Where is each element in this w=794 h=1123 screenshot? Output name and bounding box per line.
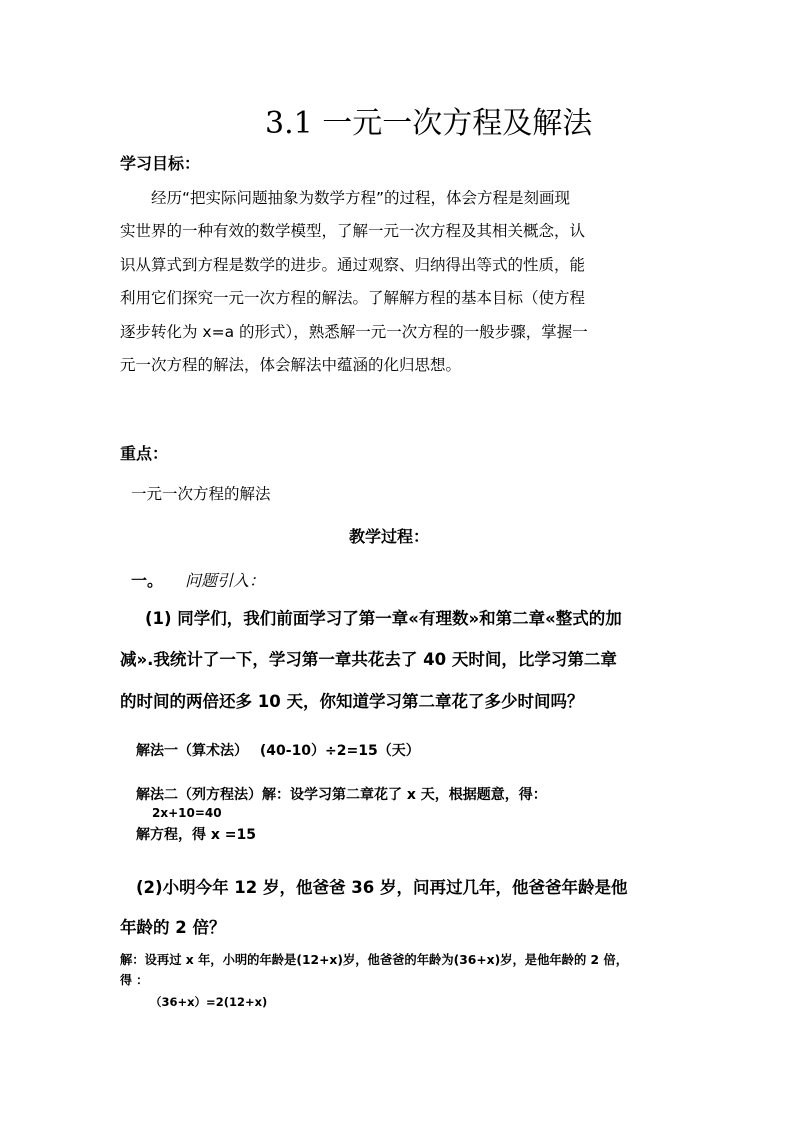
page-title: 3.1 一元一次方程及解法 (265, 106, 593, 141)
equation1: 2x+10=40 (152, 806, 222, 820)
solve-result: 解方程，得 x =15 (136, 827, 256, 843)
objectives-line: 实世界的一种有效的数学模型，了解一元一次方程及其相关概念，认 (120, 222, 586, 241)
key-heading: 重点： (120, 444, 169, 463)
solution3-line: 解：设再过 x 年，小明的年龄是(12+x)岁，他爸爸的年龄为(36+x)岁，是他年龄的 2 倍， (120, 953, 628, 967)
objectives-line: 经历“把实际问题抽象为数学方程”的过程，体会方程是刻画现 (151, 189, 571, 207)
objectives-line: 识从算式到方程是数学的进步。通过观察、归纳得出等式的性质，能 (120, 255, 586, 274)
solution3-line: 得 ： (120, 973, 149, 987)
objectives-line: 元一次方程的解法，体会解法中蕴涵的化归思想。 (120, 356, 462, 375)
problem2-line: (2)小明今年 12 岁，他爸爸 36 岁，问再过几年，他爸爸年龄是他 (136, 878, 628, 897)
problem1-line: 的时间的两倍还多 10 天，你知道学习第二章花了多少时间吗？ (120, 692, 584, 711)
problem1-line: (1) 同学们，我们前面学习了第一章«有理数»和第二章«整式的加 (145, 609, 622, 628)
equation2: （36+x）=2(12+x) (150, 995, 268, 1009)
objectives-heading: 学习目标： (120, 154, 201, 173)
process-heading: 教学过程： (349, 527, 430, 546)
solution-method1: 解法一（算术法） (40-10）÷2=15（天） (136, 743, 420, 759)
section1-title: 问题引入： (185, 571, 266, 590)
objectives-line: 逐步转化为 x=a 的形式），熟悉解一元一次方程的一般步骤，掌握一 (120, 322, 588, 341)
objectives-line: 利用它们探究一元一次方程的解法。了解解方程的基本目标（使方程 (120, 289, 586, 308)
objectives-paragraph (120, 182, 676, 382)
key-text: 一元一次方程的解法 (131, 485, 271, 503)
problem2-line: 年龄的 2 倍？ (120, 918, 226, 937)
problem1-line: 减».我统计了一下，学习第一章共花去了 40 天时间，比学习第二章 (120, 650, 617, 669)
solution-method2: 解法二（列方程法）解：设学习第二章花了 x 天，根据题意，得： (136, 787, 547, 803)
section1-number: 一。 (131, 571, 164, 590)
